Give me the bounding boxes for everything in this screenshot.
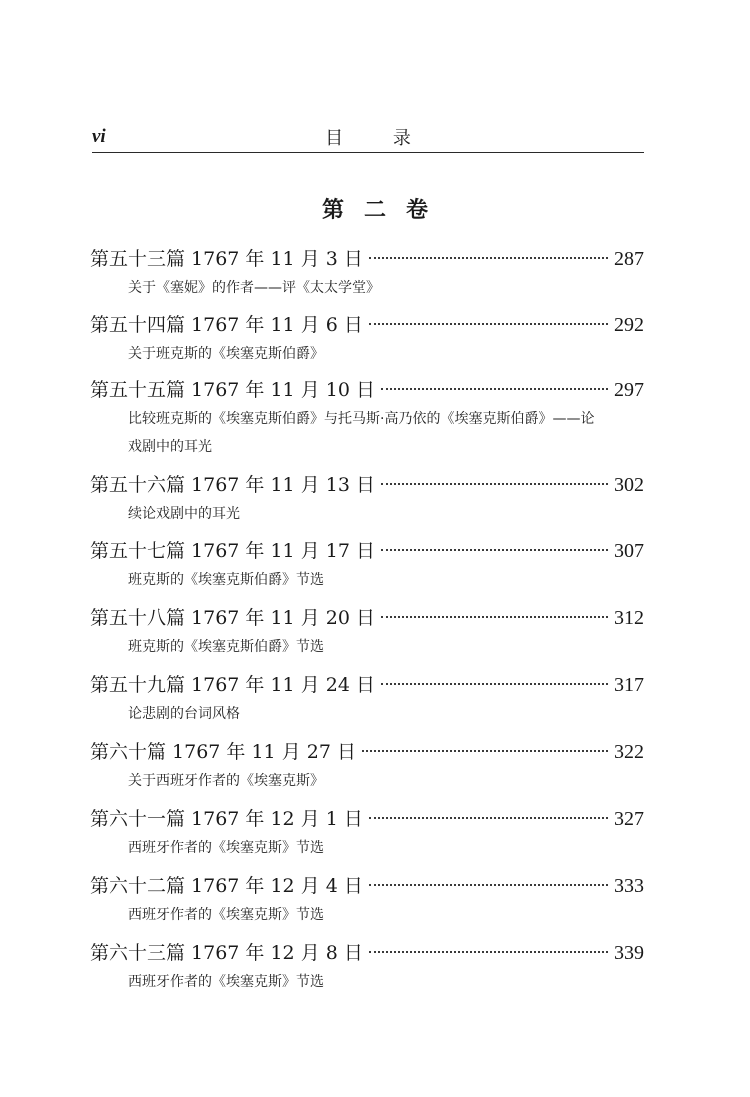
entry-title: 第五十五篇 1767 年 11 月 10 日 bbox=[90, 379, 375, 401]
entry-subtitle: 西班牙作者的《埃塞克斯》节选 bbox=[128, 907, 324, 923]
running-title: 目 录 bbox=[325, 128, 433, 149]
toc-entry[interactable] bbox=[90, 375, 644, 461]
toc-entry[interactable] bbox=[90, 938, 644, 996]
entry-title: 第五十七篇 1767 年 11 月 17 日 bbox=[90, 540, 375, 562]
entry-subtitle: 关于西班牙作者的《埃塞克斯》 bbox=[128, 773, 324, 789]
dot-leader bbox=[381, 616, 608, 618]
entry-page-number: 312 bbox=[614, 607, 644, 629]
dot-leader bbox=[369, 817, 608, 819]
entry-subtitle: 西班牙作者的《埃塞克斯》节选 bbox=[128, 974, 324, 990]
entry-page-number: 333 bbox=[614, 875, 644, 897]
toc-entry[interactable] bbox=[90, 310, 644, 368]
dot-leader bbox=[381, 549, 608, 551]
entry-title: 第五十三篇 1767 年 11 月 3 日 bbox=[90, 248, 363, 270]
entry-subtitle: 续论戏剧中的耳光 bbox=[128, 506, 240, 522]
dot-leader bbox=[369, 323, 608, 325]
volume-title: 第二卷 bbox=[321, 198, 448, 223]
entry-title: 第六十三篇 1767 年 12 月 8 日 bbox=[90, 942, 363, 964]
entry-subtitle: 班克斯的《埃塞克斯伯爵》节选 bbox=[128, 639, 324, 655]
entry-title: 第六十篇 1767 年 11 月 27 日 bbox=[90, 741, 356, 763]
entry-page-number: 317 bbox=[614, 674, 644, 696]
toc-entry[interactable] bbox=[90, 804, 644, 862]
entry-page-number: 322 bbox=[614, 741, 644, 763]
dot-leader bbox=[362, 750, 608, 752]
entry-page-number: 297 bbox=[614, 379, 644, 401]
toc-entry[interactable] bbox=[90, 871, 644, 929]
dot-leader bbox=[381, 683, 608, 685]
entry-subtitle: 比较班克斯的《埃塞克斯伯爵》与托马斯·高乃依的《埃塞克斯伯爵》——论戏剧中的耳光 bbox=[128, 411, 595, 455]
entry-page-number: 339 bbox=[614, 942, 644, 964]
toc-entry[interactable] bbox=[90, 737, 644, 795]
entry-subtitle: 班克斯的《埃塞克斯伯爵》节选 bbox=[128, 572, 324, 588]
dot-leader bbox=[369, 257, 608, 259]
entry-page-number: 292 bbox=[614, 314, 644, 336]
dot-leader bbox=[381, 483, 608, 485]
page-number-roman: vi bbox=[92, 126, 106, 147]
toc-entry[interactable] bbox=[90, 470, 644, 528]
entry-title: 第五十四篇 1767 年 11 月 6 日 bbox=[90, 314, 363, 336]
entry-subtitle: 关于《塞妮》的作者——评《太太学堂》 bbox=[128, 280, 380, 296]
toc-entry[interactable] bbox=[90, 603, 644, 661]
entry-title: 第五十六篇 1767 年 11 月 13 日 bbox=[90, 474, 375, 496]
entry-title: 第五十八篇 1767 年 11 月 20 日 bbox=[90, 607, 375, 629]
entry-page-number: 307 bbox=[614, 540, 644, 562]
entry-subtitle: 西班牙作者的《埃塞克斯》节选 bbox=[128, 840, 324, 856]
dot-leader bbox=[369, 884, 608, 886]
entry-subtitle: 关于班克斯的《埃塞克斯伯爵》 bbox=[128, 346, 324, 362]
entry-page-number: 302 bbox=[614, 474, 644, 496]
toc-entry[interactable] bbox=[90, 670, 644, 728]
entry-title: 第五十九篇 1767 年 11 月 24 日 bbox=[90, 674, 375, 696]
entry-subtitle: 论悲剧的台词风格 bbox=[128, 706, 240, 722]
entry-title: 第六十二篇 1767 年 12 月 4 日 bbox=[90, 875, 363, 897]
entry-title: 第六十一篇 1767 年 12 月 1 日 bbox=[90, 808, 363, 830]
toc-entry[interactable] bbox=[90, 244, 644, 302]
entry-page-number: 327 bbox=[614, 808, 644, 830]
dot-leader bbox=[369, 951, 608, 953]
entry-page-number: 287 bbox=[614, 248, 644, 270]
dot-leader bbox=[381, 388, 608, 390]
toc-entry[interactable] bbox=[90, 536, 644, 594]
